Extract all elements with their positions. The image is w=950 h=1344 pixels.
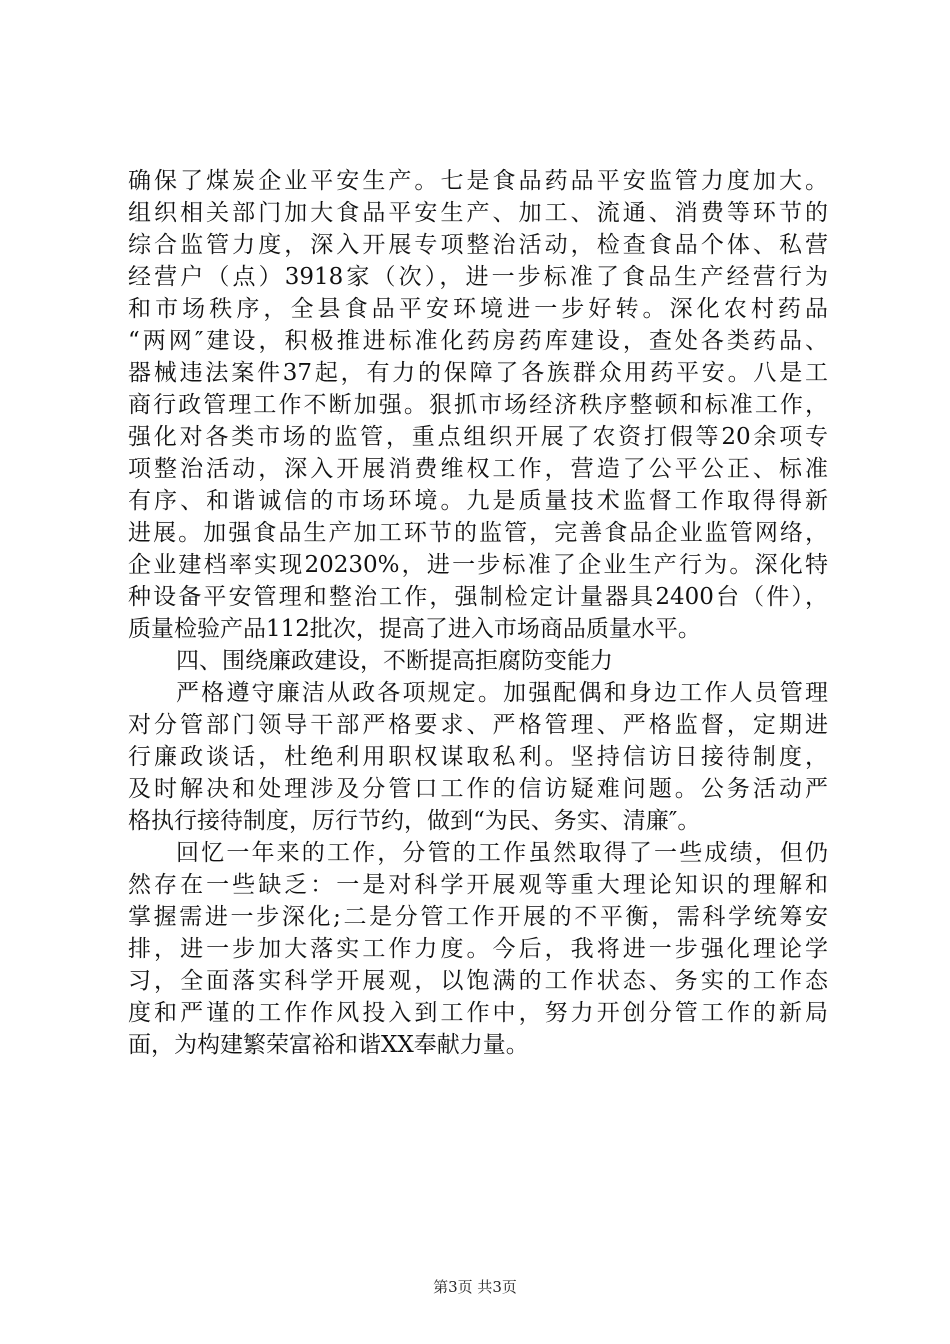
body-line: 掌握需进一步深化;二是分管工作开展的不平衡，需科学统筹安 xyxy=(128,904,828,930)
body-line: 行廉政谈话，杜绝利用职权谋取私利。坚持信访日接待制度， xyxy=(128,744,828,770)
body-line: 度和严谨的工作作风投入到工作中，努力开创分管工作的新局 xyxy=(128,1000,828,1026)
page-footer: 第3页 共3页 xyxy=(433,1278,517,1296)
body-line: 确保了煤炭企业平安生产。七是食品药品平安监管力度加大。 xyxy=(128,168,828,194)
body-line: 有序、和谐诚信的市场环境。九是质量技术监督工作取得得新 xyxy=(128,488,828,514)
body-line: 排，进一步加大落实工作力度。今后，我将进一步强化理论学 xyxy=(128,936,828,962)
section-heading: 四、围绕廉政建设，不断提高拒腐防变能力 xyxy=(176,648,613,674)
body-line: 对分管部门领导干部严格要求、严格管理、严格监督，定期进 xyxy=(128,712,828,738)
body-line: 组织相关部门加大食品平安生产、加工、流通、消费等环节的 xyxy=(128,200,828,226)
body-line: 格执行接待制度，厉行节约，做到“为民、务实、清廉″。 xyxy=(128,808,701,834)
body-line: 及时解决和处理涉及分管口工作的信访疑难问题。公务活动严 xyxy=(128,776,828,802)
body-line: 强化对各类市场的监管，重点组织开展了农资打假等20余项专 xyxy=(128,424,828,450)
body-line: 和市场秩序，全县食品平安环境进一步好转。深化农村药品 xyxy=(128,296,828,322)
document-body xyxy=(128,165,828,1061)
body-line: 经营户（点）3918家（次），进一步标准了食品生产经营行为 xyxy=(128,264,828,290)
body-line: 企业建档率实现20230%，进一步标准了企业生产行为。深化特 xyxy=(128,552,828,578)
body-line: “两网″建设，积极推进标准化药房药库建设，查处各类药品、 xyxy=(128,328,828,354)
body-line: 商行政管理工作不断加强。狠抓市场经济秩序整顿和标准工作， xyxy=(128,392,828,418)
body-line: 器械违法案件37起，有力的保障了各族群众用药平安。八是工 xyxy=(128,360,828,386)
body-line: 质量检验产品112批次，提高了进入市场商品质量水平。 xyxy=(128,616,701,642)
body-line: 综合监管力度，深入开展专项整治活动，检查食品个体、私营 xyxy=(128,232,828,258)
body-line: 习，全面落实科学开展观，以饱满的工作状态、务实的工作态 xyxy=(128,968,828,994)
body-line: 面，为构建繁荣富裕和谐XX奉献力量。 xyxy=(128,1032,529,1058)
body-line: 回忆一年来的工作，分管的工作虽然取得了一些成绩，但仍 xyxy=(176,840,828,866)
body-line: 种设备平安管理和整治工作，强制检定计量器具2400台（件）， xyxy=(128,584,828,610)
body-line: 严格遵守廉洁从政各项规定。加强配偶和身边工作人员管理 xyxy=(176,680,828,706)
body-line: 项整治活动，深入开展消费维权工作，营造了公平公正、标准 xyxy=(128,456,828,482)
body-line: 然存在一些缺乏：一是对科学开展观等重大理论知识的理解和 xyxy=(128,872,828,898)
body-line: 进展。加强食品生产加工环节的监管，完善食品企业监管网络， xyxy=(128,520,828,546)
